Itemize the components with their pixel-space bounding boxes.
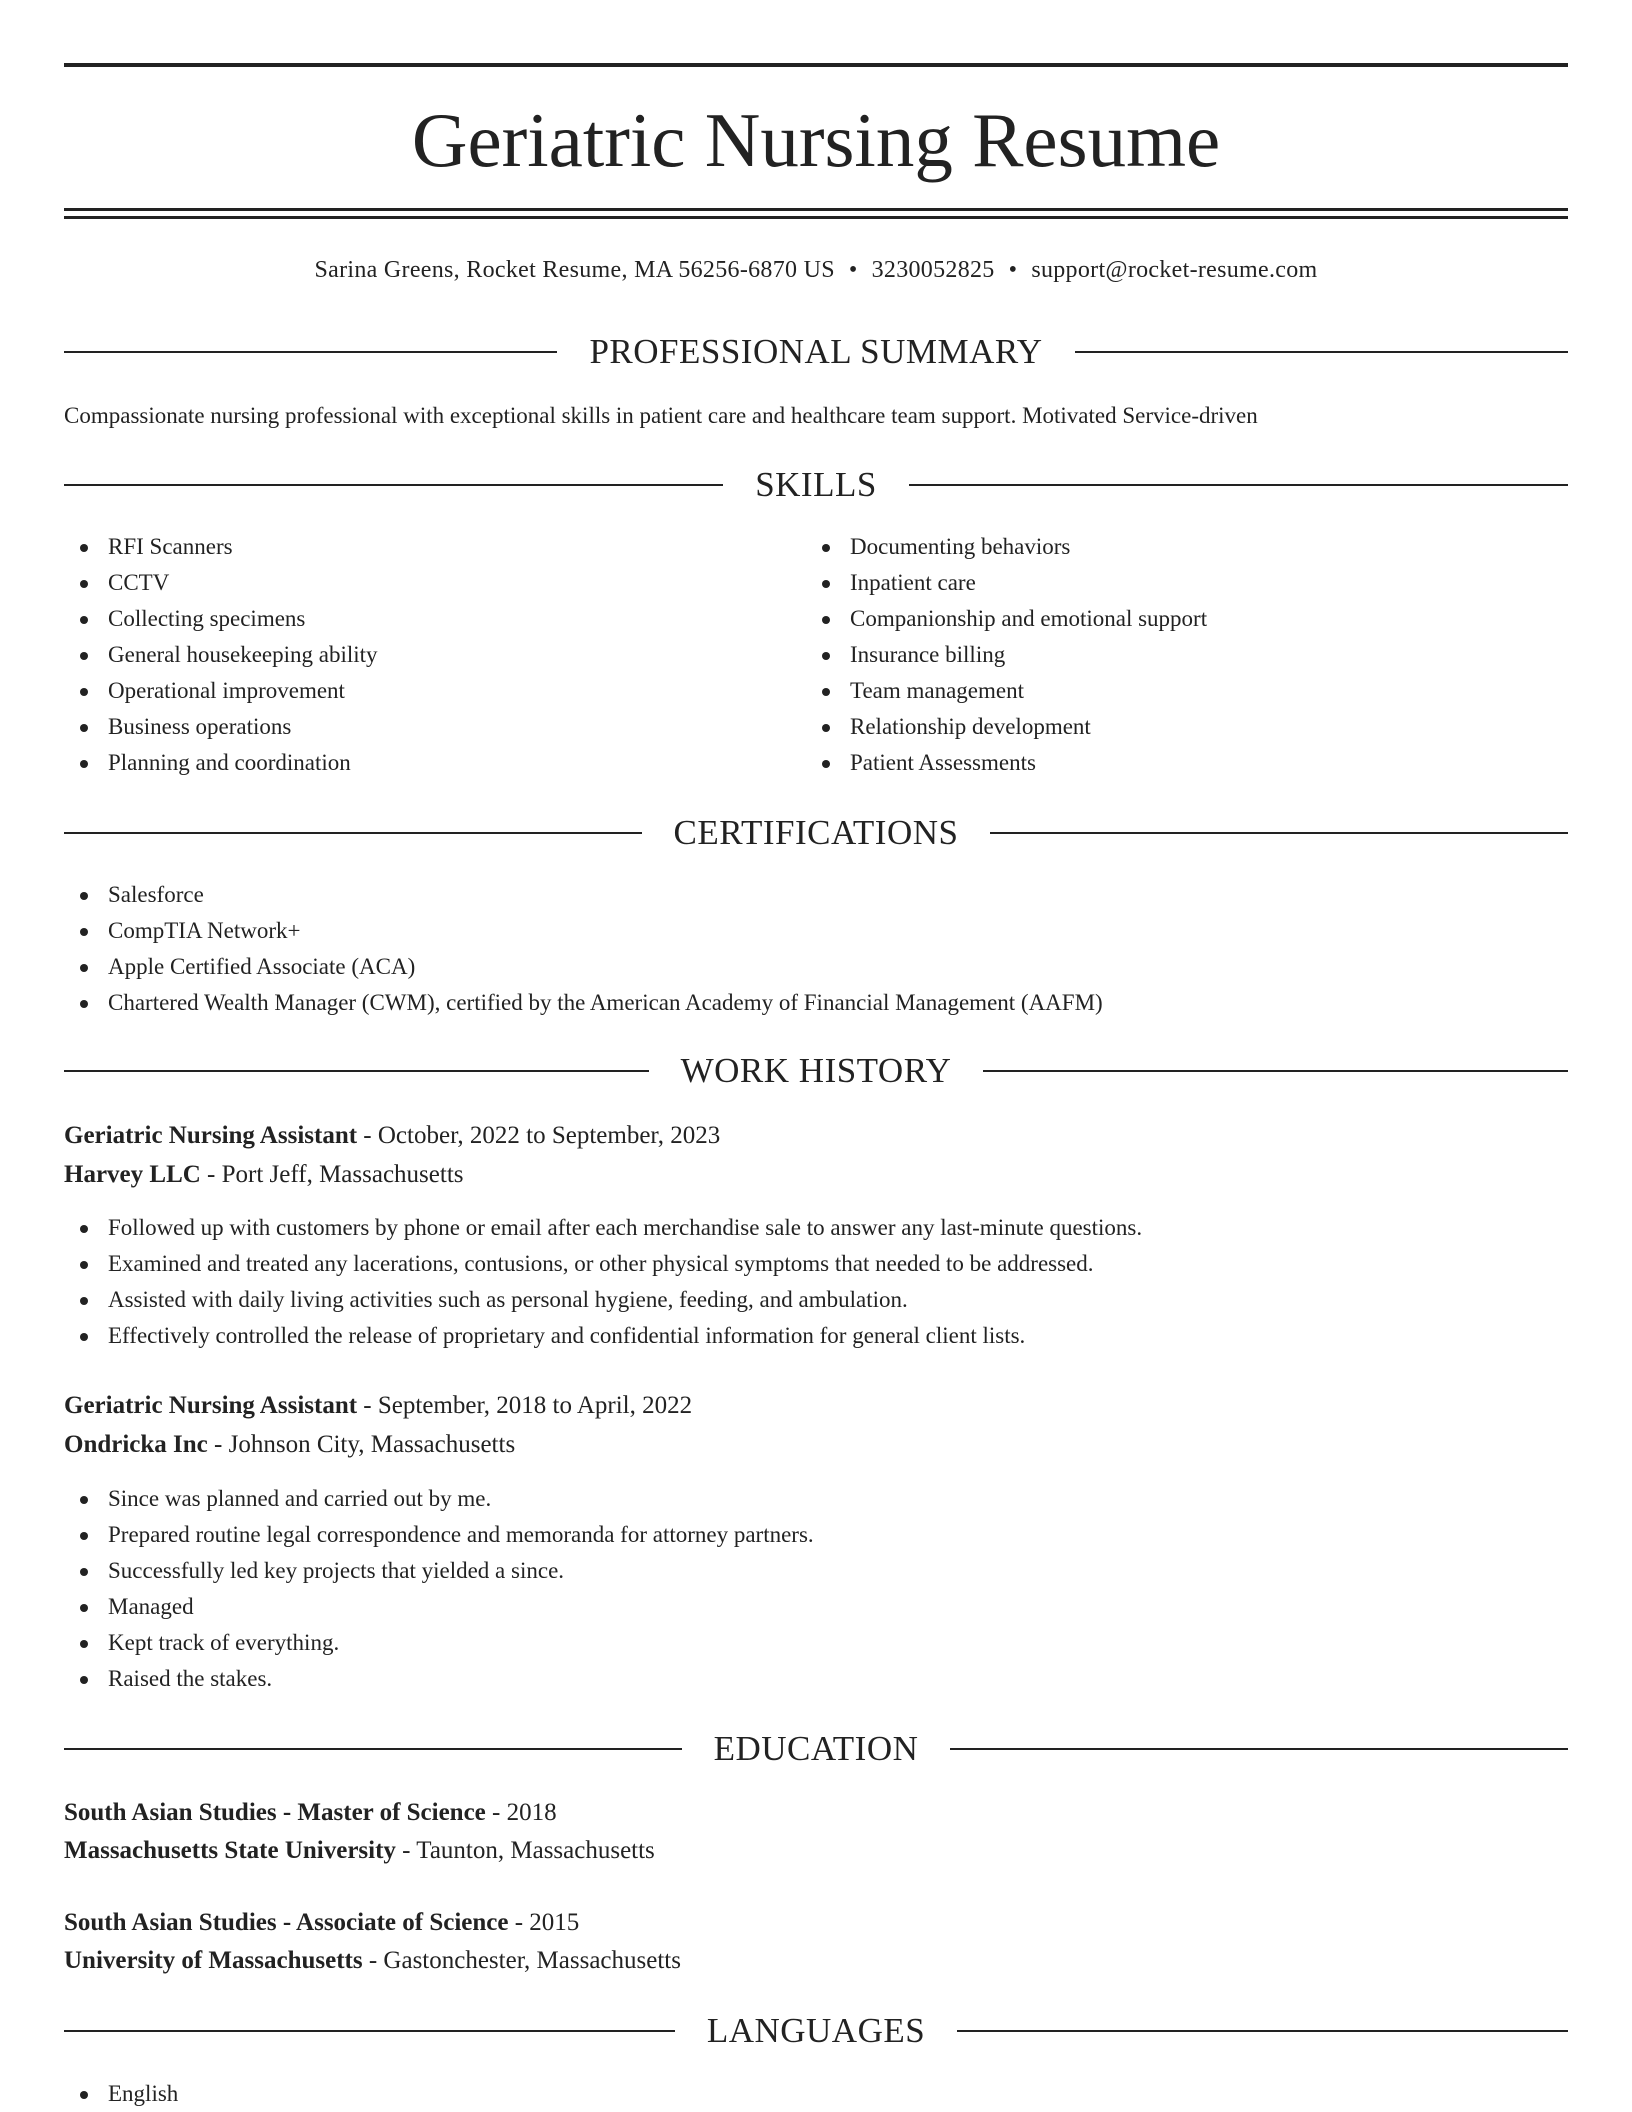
list-item: Raised the stakes. — [64, 1661, 814, 1697]
education-degree: South Asian Studies - Associate of Science — [64, 1909, 509, 1936]
education-year: - 2015 — [508, 1909, 580, 1936]
section-heading-languages — [64, 2009, 1568, 2053]
list-item: Assisted with daily living activities such as personal hygiene, feeding, and ambulation. — [64, 1282, 1142, 1318]
list-item: General housekeeping ability — [64, 637, 378, 673]
section-heading-certifications — [64, 811, 1568, 855]
contact-line — [64, 252, 1568, 288]
list-item: Since was planned and carried out by me. — [64, 1481, 814, 1517]
divider — [64, 1070, 649, 1072]
section-title: PROFESSIONAL SUMMARY — [589, 332, 1043, 371]
divider — [990, 832, 1568, 834]
divider — [64, 832, 642, 834]
education-location: - Gastonchester, Massachusetts — [362, 1947, 681, 1974]
list-item: Relationship development — [806, 709, 1207, 745]
list-item: Kept track of everything. — [64, 1625, 814, 1661]
education-school: University of Massachusetts — [64, 1947, 363, 1974]
job-title-line — [64, 1387, 1568, 1425]
list-item: Followed up with customers by phone or email after each merchandise sale to answer any last-minute questions. — [64, 1210, 1142, 1246]
education-school: Massachusetts State University — [64, 1837, 396, 1864]
education-location: - Taunton, Massachusetts — [395, 1837, 655, 1864]
title-double-rule — [64, 208, 1568, 219]
list-item: Effectively controlled the release of proprietary and confidential information for general client lists. — [64, 1318, 1142, 1354]
list-item: Prepared routine legal correspondence and memoranda for attorney partners. — [64, 1517, 814, 1553]
list-item: Managed — [64, 1589, 814, 1625]
section-title: WORK HISTORY — [680, 1051, 952, 1090]
job-location: - Johnson City, Massachusetts — [207, 1431, 516, 1458]
list-item: Successfully led key projects that yielded a since. — [64, 1553, 814, 1589]
job-title: Geriatric Nursing Assistant — [64, 1392, 358, 1419]
section-heading-education — [64, 1727, 1568, 1771]
job-bullets — [64, 1481, 814, 1697]
contact-phone: 3230052825 — [871, 257, 995, 283]
skills-list-left — [64, 529, 378, 781]
contact-email: support@rocket-resume.com — [1031, 257, 1318, 283]
job-location: - Port Jeff, Massachusetts — [200, 1161, 464, 1188]
job-dates: - September, 2018 to April, 2022 — [357, 1392, 693, 1419]
list-item: RFI Scanners — [64, 529, 378, 565]
top-rule — [64, 63, 1568, 67]
divider — [1075, 351, 1568, 353]
education-school-line — [64, 1832, 1568, 1870]
divider — [957, 2030, 1568, 2032]
divider — [909, 484, 1568, 486]
list-item: Operational improvement — [64, 673, 378, 709]
list-item: CompTIA Network+ — [64, 913, 1103, 949]
divider — [64, 351, 557, 353]
section-heading-work — [64, 1049, 1568, 1093]
job-company-line — [64, 1426, 1568, 1464]
contact-address: Sarina Greens, Rocket Resume, MA 56256-6870 US — [314, 257, 835, 283]
contact-separator: • — [1008, 257, 1018, 283]
list-item: Inpatient care — [806, 565, 1207, 601]
divider — [950, 1748, 1568, 1750]
list-item: Patient Assessments — [806, 745, 1207, 781]
section-heading-skills — [64, 463, 1568, 507]
education-degree-line — [64, 1904, 1568, 1942]
list-item: Planning and coordination — [64, 745, 378, 781]
summary-text: Compassionate nursing professional with exceptional skills in patient care and healthcare team support. Motivated Service-driven — [64, 403, 1258, 428]
list-item: Collecting specimens — [64, 601, 378, 637]
certifications-list — [64, 877, 1103, 1021]
job-title: Geriatric Nursing Assistant — [64, 1122, 358, 1149]
contact-separator: • — [848, 257, 858, 283]
list-item: Business operations — [64, 709, 378, 745]
resume-title: Geriatric Nursing Resume — [411, 97, 1221, 183]
list-item: Apple Certified Associate (ACA) — [64, 949, 1103, 985]
section-title: EDUCATION — [713, 1729, 919, 1768]
job-company: Ondricka Inc — [64, 1431, 208, 1458]
section-title: CERTIFICATIONS — [673, 813, 959, 852]
job-bullets — [64, 1210, 1142, 1354]
list-item: Examined and treated any lacerations, contusions, or other physical symptoms that needed to be addressed. — [64, 1246, 1142, 1282]
list-item: English — [64, 2076, 178, 2112]
list-item: Insurance billing — [806, 637, 1207, 673]
languages-list — [64, 2076, 178, 2112]
divider — [64, 1748, 682, 1750]
divider — [64, 484, 723, 486]
list-item: Team management — [806, 673, 1207, 709]
education-year: - 2018 — [485, 1799, 557, 1826]
list-item: Companionship and emotional support — [806, 601, 1207, 637]
list-item: Documenting behaviors — [806, 529, 1207, 565]
section-title: LANGUAGES — [706, 2011, 926, 2050]
divider — [983, 1070, 1568, 1072]
skills-list-right — [806, 529, 1207, 781]
list-item: CCTV — [64, 565, 378, 601]
job-title-line — [64, 1117, 1568, 1155]
list-item: Chartered Wealth Manager (CWM), certified by the American Academy of Financial Management (AAFM) — [64, 985, 1103, 1021]
education-school-line — [64, 1942, 1568, 1980]
section-heading-summary — [64, 330, 1568, 374]
divider — [64, 2030, 675, 2032]
education-degree: South Asian Studies - Master of Science — [64, 1799, 486, 1826]
section-title: SKILLS — [755, 465, 877, 504]
job-company-line — [64, 1156, 1568, 1194]
list-item: Salesforce — [64, 877, 1103, 913]
job-dates: - October, 2022 to September, 2023 — [357, 1122, 721, 1149]
education-degree-line — [64, 1794, 1568, 1832]
job-company: Harvey LLC — [64, 1161, 201, 1188]
